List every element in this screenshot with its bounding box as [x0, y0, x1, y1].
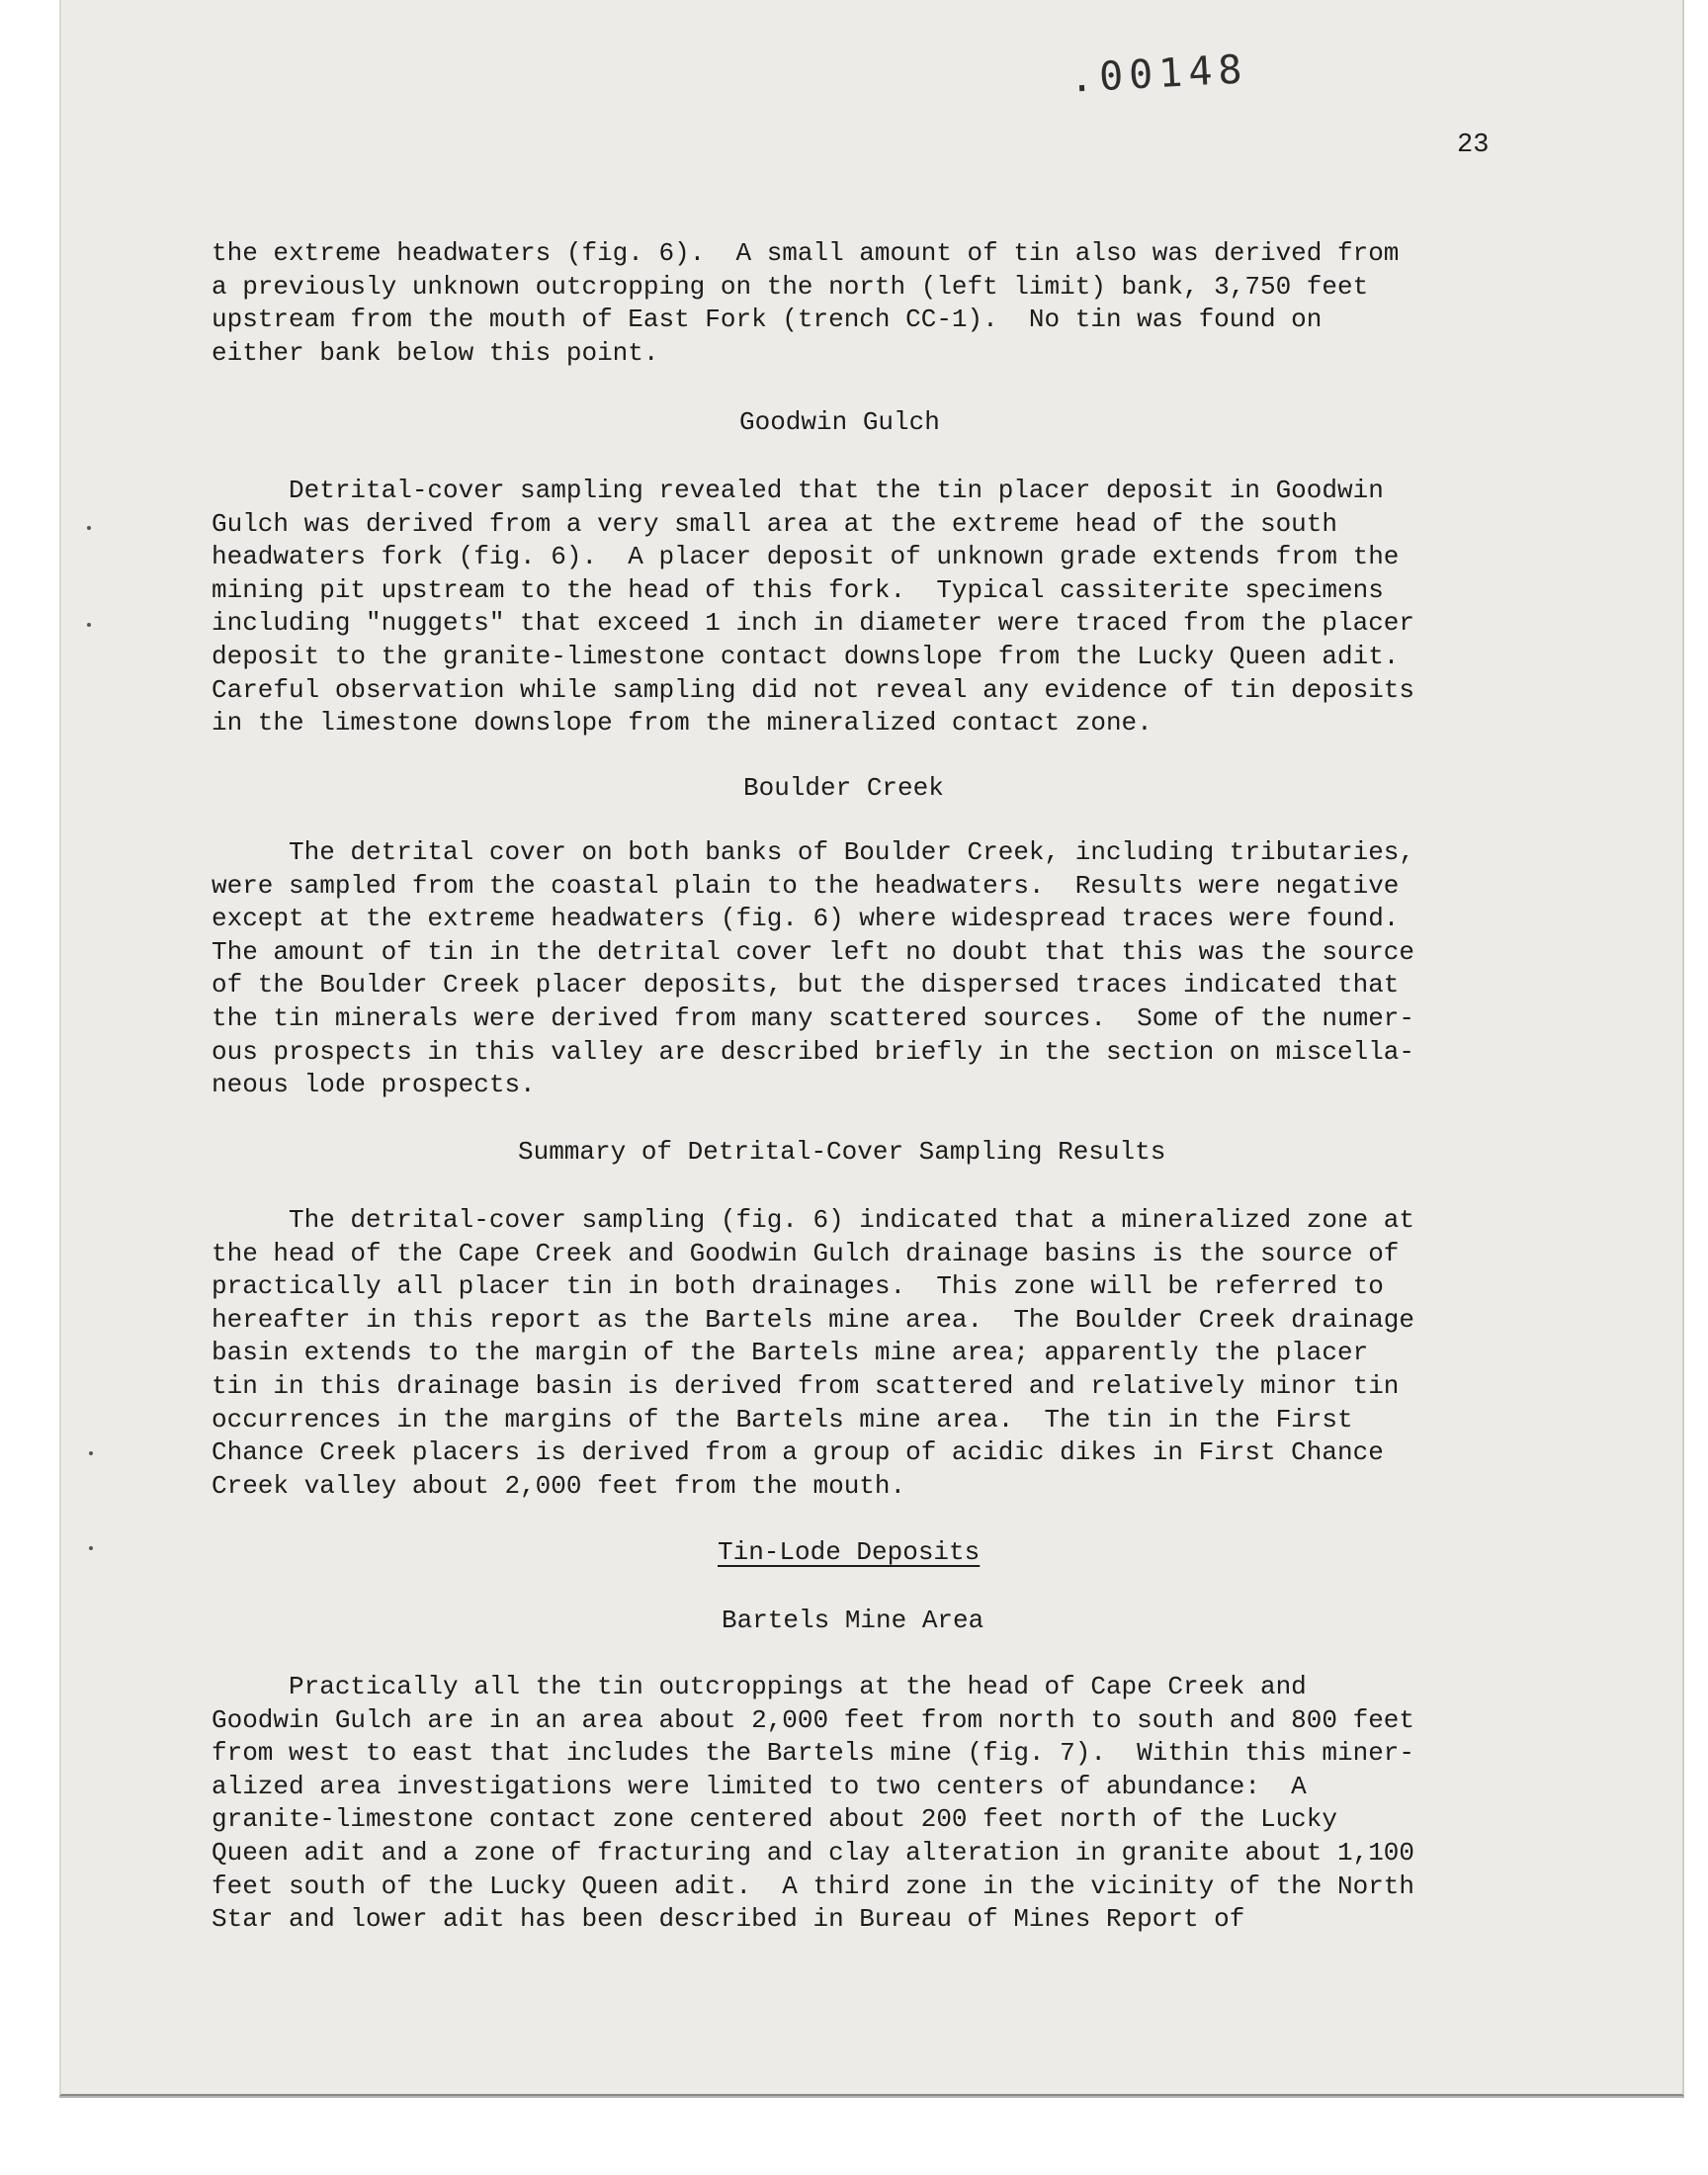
heading-tin-lode-deposits: Tin-Lode Deposits — [718, 1537, 981, 1567]
margin-speck — [87, 623, 91, 627]
heading-bartels-mine-area: Bartels Mine Area — [722, 1606, 984, 1635]
heading-summary: Summary of Detrital-Cover Sampling Results — [518, 1137, 1166, 1167]
page-number: 23 — [1457, 130, 1490, 160]
document-stamp-number: .00148 — [1068, 46, 1249, 102]
document-page — [59, 0, 1684, 2096]
paragraph-bartels-mine-area: Practically all the tin outcroppings at the head of Cape Creek and Goodwin Gulch are in an area about 2,000 feet from north to south and 800 feet from west to east that includes the Bartels mine (fig. 7). Within this miner- alized area investigations were limited to two centers of abundance: A granite-limestone contact zone centered about 200 feet north of the Lucky Queen adit and a zone of fracturing and clay alteration in granite about 1,100 feet south of the Lucky Queen adit. A third zone in the vicinity of the North Star and lower adit has been described in Bureau of Mines Report of — [212, 1672, 1414, 1935]
margin-speck — [89, 1451, 93, 1455]
heading-goodwin-gulch: Goodwin Gulch — [739, 407, 940, 437]
paragraph-east-fork: the extreme headwaters (fig. 6). A small amount of tin also was derived from a previously unknown outcropping on the north (left limit) bank, 3,750 feet upstream from the mouth of East Fork (trench CC-1). No tin was found on either bank below this point. — [212, 238, 1400, 368]
paragraph-summary: The detrital-cover sampling (fig. 6) indicated that a mineralized zone at the head of the Cape Creek and Goodwin Gulch drainage basins is the source of practically all placer tin in both drainages. This zone will be referred to hereafter in this report as the Bartels mine area. The Boulder Creek drainage basin extends to the margin of the Bartels mine area; apparently the placer tin in this drainage basin is derived from scattered and relatively minor tin occurrences in the margins of the Bartels mine area. The tin in the First Chance Creek placers is derived from a group of acidic dikes in First Chance Creek valley about 2,000 feet from the mouth. — [212, 1205, 1414, 1501]
margin-speck — [89, 1546, 93, 1550]
paragraph-goodwin-gulch: Detrital-cover sampling revealed that the tin placer deposit in Goodwin Gulch was derived from a very small area at the extreme head of the south headwaters fork (fig. 6). A placer deposit of unknown grade extends from the mining pit upstream to the head of this fork. Typical cassiterite specimens including "nuggets" that exceed 1 inch in diameter were traced from the placer deposit to the granite-limestone contact downslope from the Lucky Queen adit. Careful observation while sampling did not reveal any evidence of tin deposits in the limestone downslope from the mineralized contact zone. — [212, 476, 1414, 739]
margin-speck — [87, 526, 91, 530]
heading-boulder-creek: Boulder Creek — [743, 773, 944, 803]
paragraph-boulder-creek: The detrital cover on both banks of Boulder Creek, including tributaries, were sampled from the coastal plain to the headwaters. Results were negative except at the extreme headwaters (fig. 6) where widespread traces were found. The amount of tin in the detrital cover left no doubt that this was the source of the Boulder Creek placer deposits, but the dispersed traces indicated that the tin minerals were derived from many scattered sources. Some of the numer- ous prospects in this valley are described briefly in the section on miscella- neous lode prospects. — [212, 837, 1414, 1100]
